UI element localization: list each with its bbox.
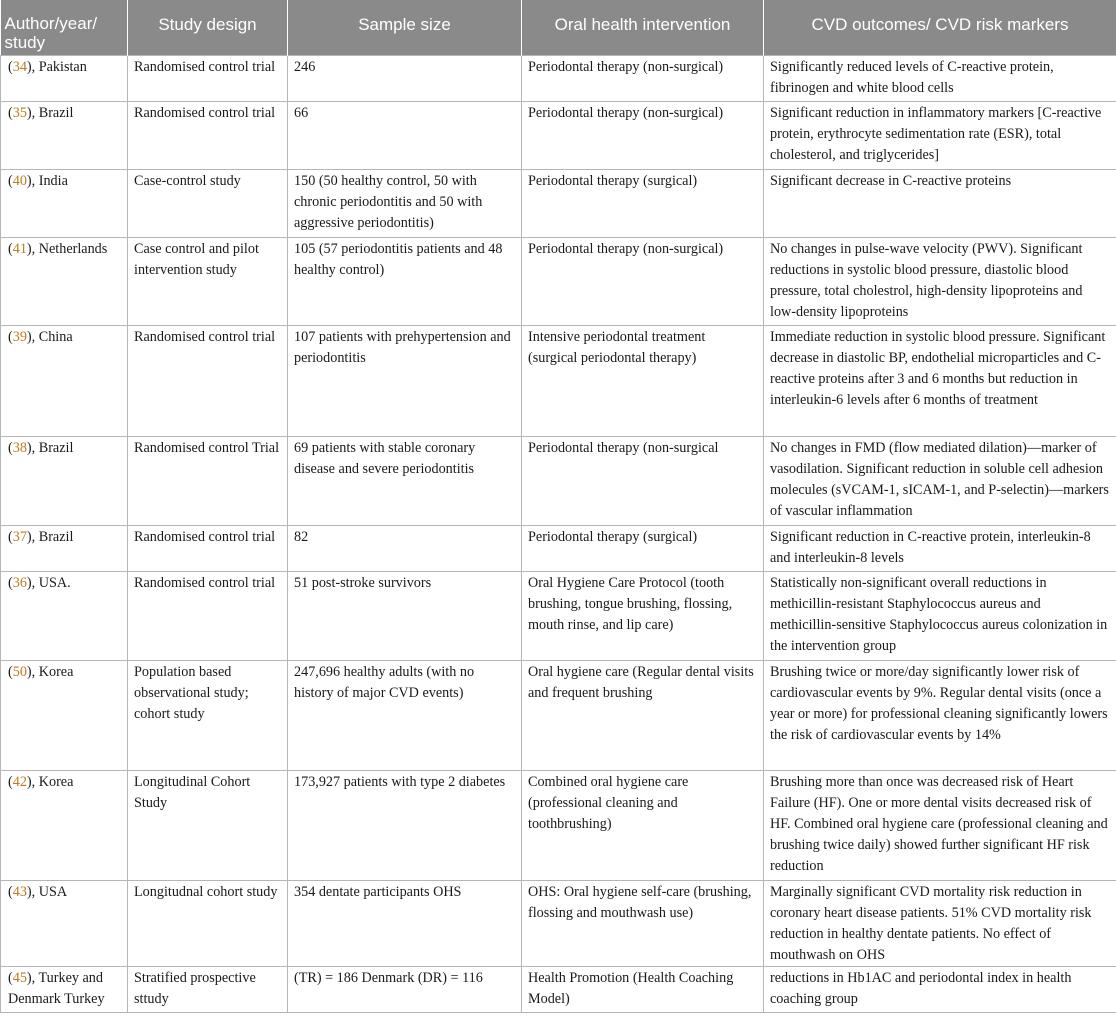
cell-design: Randomised control trial <box>128 55 288 101</box>
cell-intervention: Periodontal therapy (non-surgical <box>522 436 764 525</box>
study-location: ), India <box>26 172 68 189</box>
header-design: Study design <box>128 0 288 55</box>
header-outcomes: CVD outcomes/ CVD risk markers <box>764 0 1116 55</box>
cell-intervention: Combined oral hygiene care (professional cleaning and toothbrushing) <box>522 770 764 880</box>
cell-author: (34), Pakistan <box>1 55 128 101</box>
cell-author: (39), China <box>1 325 128 436</box>
cell-author: (38), Brazil <box>1 436 128 525</box>
study-location: ), USA. <box>26 574 71 591</box>
cell-sample: 107 patients with prehypertension and periodontitis <box>288 325 522 436</box>
study-location: ), China <box>26 328 73 345</box>
study-location: ), Brazil <box>26 104 74 121</box>
cell-outcome: Significantly reduced levels of C-reactive protein, fibrinogen and white blood cells <box>764 55 1116 101</box>
header-author: Author/year/ study <box>1 0 128 55</box>
table-row <box>1 770 1116 880</box>
cell-intervention: Periodontal therapy (non-surgical) <box>522 237 764 325</box>
cell-design: Randomised control trial <box>128 525 288 571</box>
cell-outcome: Significant reduction in C-reactive protein, interleukin-8 and interleukin-8 levels <box>764 525 1116 571</box>
cell-intervention: Oral hygiene care (Regular dental visits and frequent brushing <box>522 660 764 770</box>
cell-author: (40), India <box>1 169 128 237</box>
reference-link[interactable]: 39 <box>12 328 27 345</box>
cell-intervention: OHS: Oral hygiene self-care (brushing, flossing and mouthwash use) <box>522 880 764 966</box>
cell-design: Randomised control trial <box>128 571 288 660</box>
cell-design: Randomised control Trial <box>128 436 288 525</box>
table-row <box>1 880 1116 966</box>
table-row <box>1 966 1116 1012</box>
reference-link[interactable]: 40 <box>12 172 27 189</box>
cell-outcome: Brushing twice or more/day significantly lower risk of cardiovascular events by 9%. Regular dental visits (once a year or more) for professional cleaning significantly lowers the risk of cardiovascular events by 14% <box>764 660 1116 770</box>
cell-design: Case-control study <box>128 169 288 237</box>
cell-intervention: Periodontal therapy (surgical) <box>522 525 764 571</box>
study-location: ), Netherlands <box>26 240 108 257</box>
cell-author: (41), Netherlands <box>1 237 128 325</box>
cell-author: (43), USA <box>1 880 128 966</box>
cell-sample: (TR) = 186 Denmark (DR) = 116 <box>288 966 522 1012</box>
study-location: ), Turkey and Denmark Turkey <box>8 969 105 1007</box>
cell-sample: 247,696 healthy adults (with no history of major CVD events) <box>288 660 522 770</box>
cell-outcome: No changes in pulse-wave velocity (PWV). Significant reductions in systolic blood pressure, diastolic blood pressure, total cholestrol, high-density lipoproteins and low-density lipoproteins <box>764 237 1116 325</box>
cell-author: (36), USA. <box>1 571 128 660</box>
cell-design: Case control and pilot intervention study <box>128 237 288 325</box>
table-row <box>1 101 1116 169</box>
cell-author: (42), Korea <box>1 770 128 880</box>
cell-design: Longitudnal cohort study <box>128 880 288 966</box>
study-location: ), Korea <box>26 663 74 680</box>
reference-link[interactable]: 36 <box>12 574 27 591</box>
study-location: ), Brazil <box>26 439 74 456</box>
cell-design: Randomised control trial <box>128 325 288 436</box>
study-location: ), Pakistan <box>26 58 87 75</box>
cell-outcome: Marginally significant CVD mortality risk reduction in coronary heart disease patients. 51% CVD mortality risk reduction in healthy dentate patients. No effect of mouthwash on OHS <box>764 880 1116 966</box>
cell-sample: 246 <box>288 55 522 101</box>
reference-link[interactable]: 35 <box>12 104 27 121</box>
reference-link[interactable]: 41 <box>12 240 27 257</box>
cell-design: Stratified prospective sttudy <box>128 966 288 1012</box>
table-row <box>1 55 1116 101</box>
cell-sample: 69 patients with stable coronary disease and severe periodontitis <box>288 436 522 525</box>
cell-sample: 173,927 patients with type 2 diabetes <box>288 770 522 880</box>
cell-author: (35), Brazil <box>1 101 128 169</box>
header-intervention: Oral health intervention <box>522 0 764 55</box>
cell-author: (50), Korea <box>1 660 128 770</box>
cell-outcome: Immediate reduction in systolic blood pressure. Significant decrease in diastolic BP, endothelial microparticles and C-reactive proteins after 3 and 6 months but reduction in interleukin-6 levels after 6 months of treatment <box>764 325 1116 436</box>
cell-design: Randomised control trial <box>128 101 288 169</box>
reference-link[interactable]: 43 <box>12 883 27 900</box>
cell-design: Longitudinal Cohort Study <box>128 770 288 880</box>
cell-outcome: No changes in FMD (flow mediated dilation)—marker of vasodilation. Significant reduction in soluble cell adhesion molecules (sVCAM-1, sICAM-1, and P-selectin)—markers of vascular inflammation <box>764 436 1116 525</box>
cell-intervention: Health Promotion (Health Coaching Model) <box>522 966 764 1012</box>
cell-author: (37), Brazil <box>1 525 128 571</box>
cell-outcome: reductions in Hb1AC and periodontal index in health coaching group <box>764 966 1116 1012</box>
cell-outcome: Significant reduction in inflammatory markers [C-reactive protein, erythrocyte sedimentation rate (ESR), total cholesterol, and triglycerides] <box>764 101 1116 169</box>
cell-author: (45), Turkey and Denmark Turkey <box>1 966 128 1012</box>
reference-link[interactable]: 50 <box>12 663 27 680</box>
header-row <box>1 0 1116 55</box>
cell-design: Population based observational study; cohort study <box>128 660 288 770</box>
cell-sample: 105 (57 periodontitis patients and 48 healthy control) <box>288 237 522 325</box>
cell-outcome: Brushing more than once was decreased risk of Heart Failure (HF). One or more dental visits decreased risk of HF. Combined oral hygiene care (professional cleaning and brushing twice daily) showed further significant HF risk reduction <box>764 770 1116 880</box>
cell-outcome: Statistically non-significant overall reductions in methicillin-resistant Staphylococcus aureus and methicillin-sensitive Staphylococcus aureus colonization in the intervention group <box>764 571 1116 660</box>
reference-link[interactable]: 34 <box>12 58 27 75</box>
cell-outcome: Significant decrease in C-reactive proteins <box>764 169 1116 237</box>
table-row <box>1 660 1116 770</box>
cell-sample: 66 <box>288 101 522 169</box>
cell-intervention: Periodontal therapy (surgical) <box>522 169 764 237</box>
cell-sample: 354 dentate participants OHS <box>288 880 522 966</box>
reference-link[interactable]: 45 <box>12 969 27 986</box>
cell-intervention: Oral Hygiene Care Protocol (tooth brushing, tongue brushing, flossing, mouth rinse, and lip care) <box>522 571 764 660</box>
study-location: ), USA <box>26 883 68 900</box>
reference-link[interactable]: 42 <box>12 773 27 790</box>
header-sample: Sample size <box>288 0 522 55</box>
cell-intervention: Periodontal therapy (non-surgical) <box>522 55 764 101</box>
cell-sample: 82 <box>288 525 522 571</box>
table-row <box>1 571 1116 660</box>
reference-link[interactable]: 38 <box>12 439 27 456</box>
cell-sample: 51 post-stroke survivors <box>288 571 522 660</box>
table-row <box>1 169 1116 237</box>
cell-sample: 150 (50 healthy control, 50 with chronic periodontitis and 50 with aggressive periodontitis) <box>288 169 522 237</box>
cell-intervention: Intensive periodontal treatment (surgical periodontal therapy) <box>522 325 764 436</box>
study-location: ), Korea <box>26 773 74 790</box>
reference-link[interactable]: 37 <box>12 528 27 545</box>
table-row <box>1 525 1116 571</box>
cell-intervention: Periodontal therapy (non-surgical) <box>522 101 764 169</box>
table-row <box>1 237 1116 325</box>
table-row <box>1 436 1116 525</box>
study-location: ), Brazil <box>26 528 74 545</box>
table-row <box>1 325 1116 436</box>
